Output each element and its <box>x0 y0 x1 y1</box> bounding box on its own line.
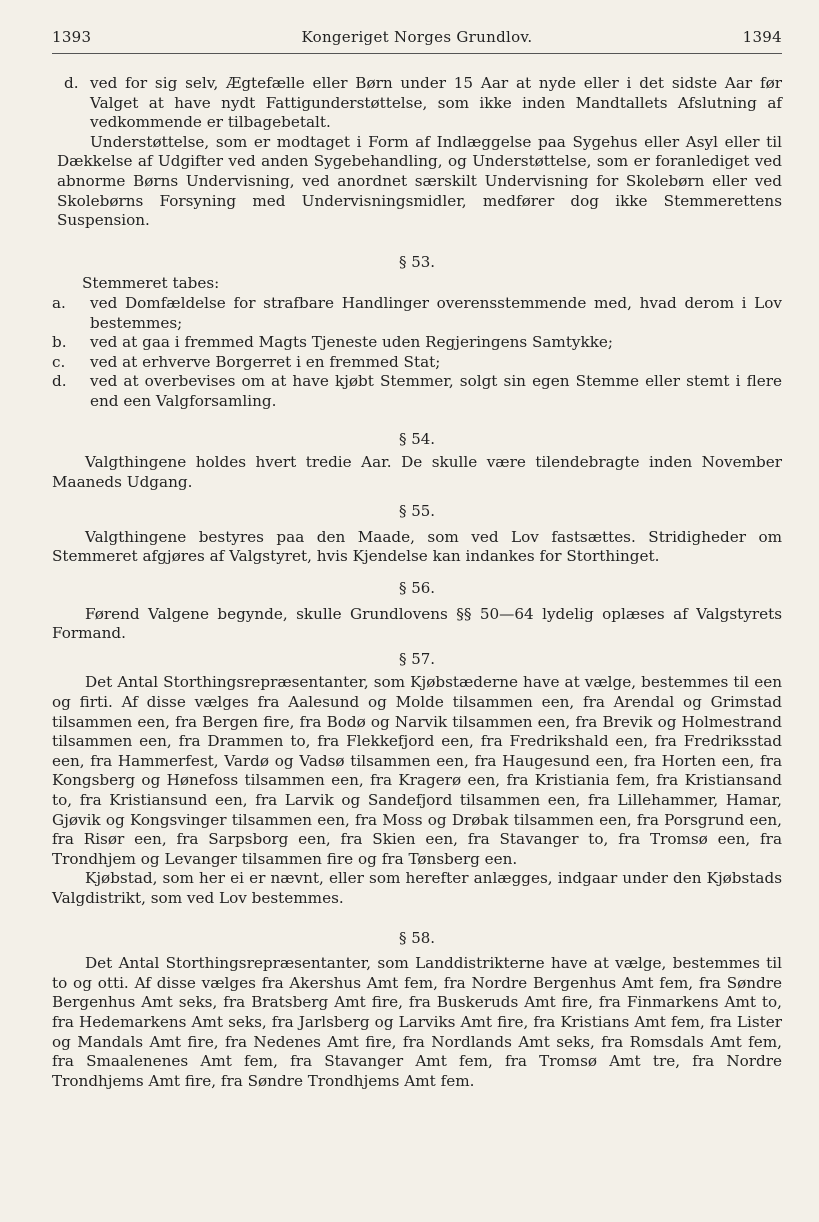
item-text: ved Domfældelse for strafbare Handlinger overensstemmende med, hvad derom i Lov bestemmes; <box>90 293 782 332</box>
item-text: ved at overbevises om at have kjøbt Stemmer, solgt sin egen Stemme eller stemt i flere end een Valgforsamling. <box>90 372 782 410</box>
section-heading: § 53. <box>398 252 436 271</box>
paragraph: Valgthingene bestyres paa den Maade, som ved Lov fastsættes. Stridigheder om Stemmeret afgjøres af Valgstyret, hvis Kjendelse kan indankes for Storthinget. <box>52 527 782 566</box>
paragraph: Førend Valgene begynde, skulle Grundlovens §§ 50—64 lydelig oplæses af Valgstyrets Formand. <box>52 604 782 643</box>
list-item <box>52 333 782 353</box>
section-heading: § 54. <box>398 429 436 448</box>
item-label: c. <box>52 352 66 371</box>
item-text: ved for sig selv, Ægtefælle eller Børn under 15 Aar at nyde eller i det sidste Aar før Valget at have nydt Fattigunderstøttelse, som ikke inden Mandtallets Afslutning af vedkommende er tilbagebetalt. <box>90 74 782 132</box>
list-item <box>52 74 782 133</box>
page-body <box>52 70 782 1091</box>
list-item <box>52 294 782 333</box>
header-rule <box>52 53 782 54</box>
paragraph: Valgthingene holdes hvert tredie Aar. De skulle være tilendebragte inden November Maaneds Udgang. <box>52 453 782 491</box>
list-item <box>52 372 782 411</box>
paragraph-text: Understøttelse, som er modtaget i Form af Indlæggelse paa Sygehus eller Asyl eller til Dækkelse af Udgifter ved anden Sygebehandling, og Understøttelse, som er foranlediget ved abnorme Børns Undervisning, ved anordnet særskilt Undervisning for Skolebørn eller ved Skolebørns Forsyning med Undervisningsmidler, medfører dog ikke Stemmerettens Suspension. <box>57 132 782 230</box>
paragraph: Det Antal Storthingsrepræsentanter, som Kjøbstæderne have at vælge, bestemmes til een og firti. Af disse vælges fra Aalesund og Molde tilsammen een, fra Arendal og Grimstad tilsammen een, fra Bergen fire, fra Bodø og Narvik tilsammen een, fra Brevik og Holmestrand tilsammen een, fra Drammen to, fra Flekkefjord een, fra Fredrikshald een, fra Fredriksstad een, fra Hammerfest, Vardø og Vadsø tilsammen een, fra Haugesund een, fra Horten een, fra Kongsberg og Hønefoss tilsammen een, fra Kragerø een, fra Kristiania fem, fra Kristiansand to, fra Kristiansund een, fra Larvik og Sandefjord tilsammen een, fra Lillehammer, Hamar, Gjøvik og Kongsvinger tilsammen een, fra Moss og Drøbak tilsammen een, fra Porsgrund een, fra Risør een, fra Sarpsborg een, fra Skien een, fra Stavanger to, fra Tromsø een, fra Trondhjem og Levanger tilsammen fire og fra Tønsberg een. <box>52 673 782 868</box>
section-heading: § 56. <box>398 579 436 598</box>
paragraph: Det Antal Storthingsrepræsentanter, som Landdistrikterne have at vælge, bestemmes til to og otti. Af disse vælges fra Akershus Amt fem, fra Nordre Bergenhus Amt fem, fra Søndre Bergenhus Amt seks, fra Bratsberg Amt fire, fra Buskeruds Amt fire, fra Finmarkens Amt to, fra Hedemarkens Amt seks, fra Jarlsberg og Larviks Amt fire, fra Kristians Amt fem, fra Lister og Mandals Amt fire, fra Nedenes Amt fire, fra Nordlands Amt seks, fra Romsdals Amt fem, fra Smaalenenes Amt fem, fra Stavanger Amt fem, fra Tromsø Amt tre, fra Nordre Trondhjems Amt fire, fra Søndre Trondhjems Amt fem. <box>52 954 782 1090</box>
section-heading: § 58. <box>398 928 436 947</box>
item-label: b. <box>52 333 67 352</box>
page-header <box>52 28 782 50</box>
item-text: ved at gaa i fremmed Magts Tjeneste uden Regjeringens Samtykke; <box>90 333 614 352</box>
paragraph <box>52 133 782 231</box>
paragraph: Kjøbstad, som her ei er nævnt, eller som herefter anlægges, indgaar under den Kjøbstads Valgdistrikt, som ved Lov bestemmes. <box>52 869 782 907</box>
item-label: a. <box>52 293 66 312</box>
running-title: Kongeriget Norges Grundlov. <box>301 28 533 46</box>
section-heading: § 57. <box>398 649 436 668</box>
item-label: d. <box>64 74 79 92</box>
item-label: d. <box>52 372 67 391</box>
item-text: ved at erhverve Borgerret i en fremmed Stat; <box>90 352 441 371</box>
paragraph: Stemmeret tabes: <box>82 274 220 293</box>
section-heading: § 55. <box>398 502 436 521</box>
page-number-left: 1393 <box>52 28 92 46</box>
list-item <box>52 353 782 373</box>
page-number-right: 1394 <box>742 28 782 46</box>
